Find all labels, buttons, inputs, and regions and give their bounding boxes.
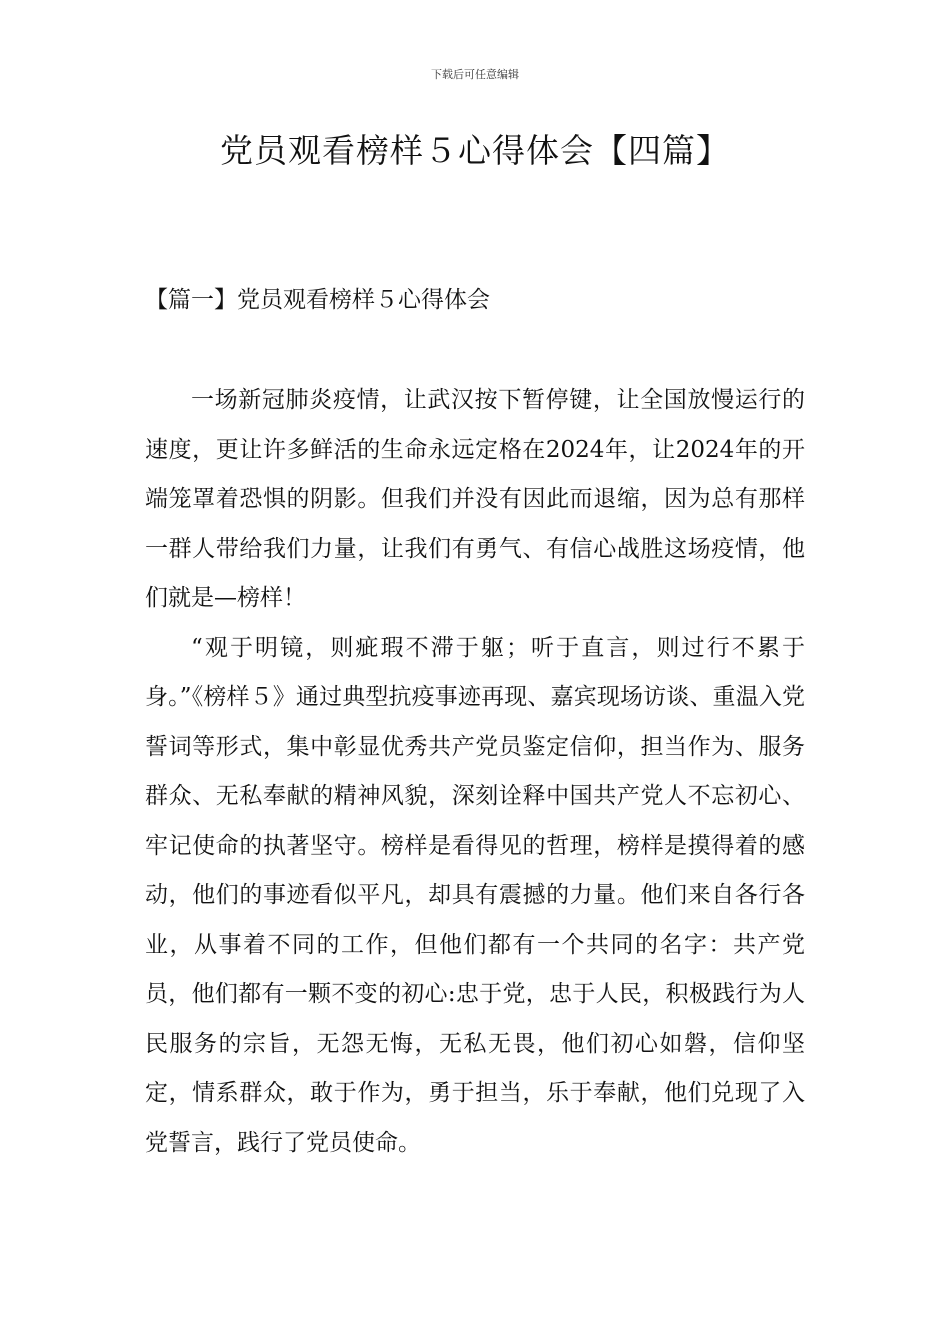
document-title: 党员观看榜样５心得体会【四篇】	[220, 131, 730, 170]
body-text	[145, 376, 805, 1168]
paragraph-2: “观于明镜，则疵瑕不滞于躯；听于直言，则过行不累于身。”《榜样５》通过典型抗疫事迹再现、嘉宾现场访谈、重温入党誓词等形式，集中彰显优秀共产党员鉴定信仰，担当作为、服务群众、无私奉献的精神风貌，深刻诠释中国共产党人不忘初心、牢记使命的执著坚守。榜样是看得见的哲理，榜样是摸得着的感动，他们的事迹看似平凡，却具有震撼的力量。他们来自各行各业，从事着不同的工作，但他们都有一个共同的名字：共产党员，他们都有一颗不变的初心:忠于党，忠于人民，积极践行为人民服务的宗旨，无怨无悔，无私无畏，他们初心如磐，信仰坚定，情系群众，敢于作为，勇于担当，乐于奉献，他们兑现了入党誓言，践行了党员使命。	[145, 634, 805, 1156]
paragraph-1: 一场新冠肺炎疫情，让武汉按下暂停键，让全国放慢运行的速度，更让许多鲜活的生命永远定格在2024年，让2024年的开端笼罩着恐惧的阴影。但我们并没有因此而退缩，因为总有那样一群人带给我们力量，让我们有勇气、有信心战胜这场疫情，他们就是—榜样！	[145, 387, 805, 611]
header-note: 下载后可任意编辑	[431, 68, 519, 81]
section-heading: 【篇一】党员观看榜样５心得体会	[145, 287, 490, 313]
